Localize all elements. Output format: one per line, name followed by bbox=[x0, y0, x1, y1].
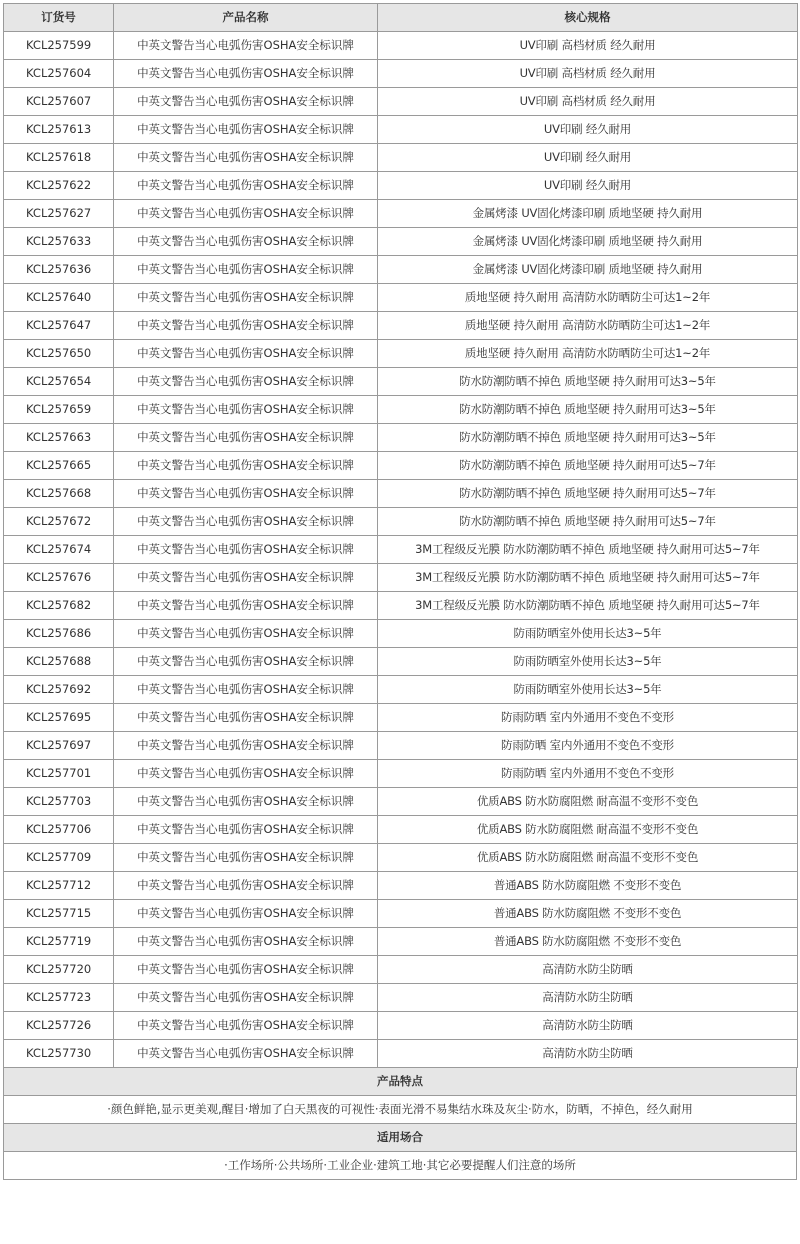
row-spec-cell: 防雨防晒 室内外通用不变色不变形 bbox=[378, 704, 798, 732]
row-name-cell: 中英文警告当心电弧伤害OSHA安全标识牌 bbox=[114, 564, 378, 592]
row-code-cell: KCL257695 bbox=[4, 704, 114, 732]
row-name-cell: 中英文警告当心电弧伤害OSHA安全标识牌 bbox=[114, 144, 378, 172]
table-row bbox=[4, 116, 798, 144]
product-spec-document bbox=[3, 3, 797, 1180]
table-row bbox=[4, 256, 798, 284]
row-code-cell: KCL257665 bbox=[4, 452, 114, 480]
row-code-cell: KCL257697 bbox=[4, 732, 114, 760]
row-spec-cell: 3M工程级反光膜 防水防潮防晒不掉色 质地坚硬 持久耐用可达5~7年 bbox=[378, 592, 798, 620]
row-code-cell: KCL257599 bbox=[4, 32, 114, 60]
row-code-cell: KCL257654 bbox=[4, 368, 114, 396]
row-name-cell: 中英文警告当心电弧伤害OSHA安全标识牌 bbox=[114, 816, 378, 844]
row-code-cell: KCL257607 bbox=[4, 88, 114, 116]
table-row bbox=[4, 844, 798, 872]
table-body bbox=[4, 32, 798, 1068]
row-spec-cell: UV印刷 经久耐用 bbox=[378, 144, 798, 172]
row-spec-cell: 优质ABS 防水防腐阻燃 耐高温不变形不变色 bbox=[378, 816, 798, 844]
row-code-cell: KCL257701 bbox=[4, 760, 114, 788]
row-spec-cell: UV印刷 高档材质 经久耐用 bbox=[378, 60, 798, 88]
row-name-cell: 中英文警告当心电弧伤害OSHA安全标识牌 bbox=[114, 88, 378, 116]
features-title: 产品特点 bbox=[3, 1068, 797, 1096]
row-name-cell: 中英文警告当心电弧伤害OSHA安全标识牌 bbox=[114, 1012, 378, 1040]
row-name-cell: 中英文警告当心电弧伤害OSHA安全标识牌 bbox=[114, 312, 378, 340]
row-spec-cell: 金属烤漆 UV固化烤漆印刷 质地坚硬 持久耐用 bbox=[378, 256, 798, 284]
row-code-cell: KCL257709 bbox=[4, 844, 114, 872]
row-name-cell: 中英文警告当心电弧伤害OSHA安全标识牌 bbox=[114, 676, 378, 704]
header-spec: 核心规格 bbox=[378, 4, 798, 32]
usage-title: 适用场合 bbox=[3, 1124, 797, 1152]
row-name-cell: 中英文警告当心电弧伤害OSHA安全标识牌 bbox=[114, 984, 378, 1012]
row-code-cell: KCL257719 bbox=[4, 928, 114, 956]
table-row bbox=[4, 452, 798, 480]
row-spec-cell: 普通ABS 防水防腐阻燃 不变形不变色 bbox=[378, 872, 798, 900]
row-code-cell: KCL257636 bbox=[4, 256, 114, 284]
row-spec-cell: 普通ABS 防水防腐阻燃 不变形不变色 bbox=[378, 928, 798, 956]
row-spec-cell: 优质ABS 防水防腐阻燃 耐高温不变形不变色 bbox=[378, 844, 798, 872]
row-spec-cell: 高清防水防尘防晒 bbox=[378, 1040, 798, 1068]
table-row bbox=[4, 704, 798, 732]
header-code: 订货号 bbox=[4, 4, 114, 32]
row-spec-cell: 防雨防晒 室内外通用不变色不变形 bbox=[378, 732, 798, 760]
table-header-row bbox=[4, 4, 798, 32]
table-row bbox=[4, 508, 798, 536]
row-name-cell: 中英文警告当心电弧伤害OSHA安全标识牌 bbox=[114, 956, 378, 984]
row-spec-cell: 质地坚硬 持久耐用 高清防水防晒防尘可达1~2年 bbox=[378, 312, 798, 340]
row-code-cell: KCL257647 bbox=[4, 312, 114, 340]
table-row bbox=[4, 32, 798, 60]
table-row bbox=[4, 788, 798, 816]
row-code-cell: KCL257633 bbox=[4, 228, 114, 256]
row-code-cell: KCL257674 bbox=[4, 536, 114, 564]
table-row bbox=[4, 816, 798, 844]
table-row bbox=[4, 592, 798, 620]
row-code-cell: KCL257712 bbox=[4, 872, 114, 900]
row-spec-cell: 普通ABS 防水防腐阻燃 不变形不变色 bbox=[378, 900, 798, 928]
table-row bbox=[4, 956, 798, 984]
row-spec-cell: 高清防水防尘防晒 bbox=[378, 956, 798, 984]
row-name-cell: 中英文警告当心电弧伤害OSHA安全标识牌 bbox=[114, 60, 378, 88]
row-spec-cell: UV印刷 经久耐用 bbox=[378, 172, 798, 200]
row-code-cell: KCL257706 bbox=[4, 816, 114, 844]
table-row bbox=[4, 340, 798, 368]
row-code-cell: KCL257668 bbox=[4, 480, 114, 508]
row-name-cell: 中英文警告当心电弧伤害OSHA安全标识牌 bbox=[114, 760, 378, 788]
table-row bbox=[4, 368, 798, 396]
table-row bbox=[4, 984, 798, 1012]
table-row bbox=[4, 480, 798, 508]
row-spec-cell: 防雨防晒室外使用长达3~5年 bbox=[378, 620, 798, 648]
row-code-cell: KCL257686 bbox=[4, 620, 114, 648]
table-row bbox=[4, 144, 798, 172]
row-name-cell: 中英文警告当心电弧伤害OSHA安全标识牌 bbox=[114, 732, 378, 760]
row-spec-cell: UV印刷 经久耐用 bbox=[378, 116, 798, 144]
row-name-cell: 中英文警告当心电弧伤害OSHA安全标识牌 bbox=[114, 480, 378, 508]
table-row bbox=[4, 760, 798, 788]
row-name-cell: 中英文警告当心电弧伤害OSHA安全标识牌 bbox=[114, 368, 378, 396]
row-code-cell: KCL257622 bbox=[4, 172, 114, 200]
table-row bbox=[4, 312, 798, 340]
header-name: 产品名称 bbox=[114, 4, 378, 32]
row-code-cell: KCL257663 bbox=[4, 424, 114, 452]
row-code-cell: KCL257659 bbox=[4, 396, 114, 424]
row-name-cell: 中英文警告当心电弧伤害OSHA安全标识牌 bbox=[114, 536, 378, 564]
row-spec-cell: UV印刷 高档材质 经久耐用 bbox=[378, 32, 798, 60]
row-spec-cell: 防水防潮防晒不掉色 质地坚硬 持久耐用可达5~7年 bbox=[378, 452, 798, 480]
table-row bbox=[4, 676, 798, 704]
row-spec-cell: 3M工程级反光膜 防水防潮防晒不掉色 质地坚硬 持久耐用可达5~7年 bbox=[378, 536, 798, 564]
row-name-cell: 中英文警告当心电弧伤害OSHA安全标识牌 bbox=[114, 648, 378, 676]
row-code-cell: KCL257604 bbox=[4, 60, 114, 88]
row-code-cell: KCL257730 bbox=[4, 1040, 114, 1068]
row-code-cell: KCL257650 bbox=[4, 340, 114, 368]
row-code-cell: KCL257672 bbox=[4, 508, 114, 536]
row-name-cell: 中英文警告当心电弧伤害OSHA安全标识牌 bbox=[114, 1040, 378, 1068]
row-code-cell: KCL257703 bbox=[4, 788, 114, 816]
table-row bbox=[4, 88, 798, 116]
row-spec-cell: 优质ABS 防水防腐阻燃 耐高温不变形不变色 bbox=[378, 788, 798, 816]
table-row bbox=[4, 1040, 798, 1068]
row-spec-cell: 防水防潮防晒不掉色 质地坚硬 持久耐用可达5~7年 bbox=[378, 480, 798, 508]
row-spec-cell: UV印刷 高档材质 经久耐用 bbox=[378, 88, 798, 116]
row-name-cell: 中英文警告当心电弧伤害OSHA安全标识牌 bbox=[114, 256, 378, 284]
row-name-cell: 中英文警告当心电弧伤害OSHA安全标识牌 bbox=[114, 620, 378, 648]
row-code-cell: KCL257676 bbox=[4, 564, 114, 592]
row-name-cell: 中英文警告当心电弧伤害OSHA安全标识牌 bbox=[114, 424, 378, 452]
row-name-cell: 中英文警告当心电弧伤害OSHA安全标识牌 bbox=[114, 592, 378, 620]
table-row bbox=[4, 60, 798, 88]
row-name-cell: 中英文警告当心电弧伤害OSHA安全标识牌 bbox=[114, 452, 378, 480]
table-row bbox=[4, 536, 798, 564]
row-code-cell: KCL257726 bbox=[4, 1012, 114, 1040]
row-name-cell: 中英文警告当心电弧伤害OSHA安全标识牌 bbox=[114, 508, 378, 536]
row-name-cell: 中英文警告当心电弧伤害OSHA安全标识牌 bbox=[114, 340, 378, 368]
row-name-cell: 中英文警告当心电弧伤害OSHA安全标识牌 bbox=[114, 172, 378, 200]
row-code-cell: KCL257688 bbox=[4, 648, 114, 676]
row-spec-cell: 防雨防晒 室内外通用不变色不变形 bbox=[378, 760, 798, 788]
usage-text: ·工作场所·公共场所·工业企业·建筑工地·其它必要提醒人们注意的场所 bbox=[3, 1152, 797, 1180]
spec-table bbox=[3, 3, 798, 1068]
row-code-cell: KCL257723 bbox=[4, 984, 114, 1012]
row-spec-cell: 防雨防晒室外使用长达3~5年 bbox=[378, 648, 798, 676]
table-row bbox=[4, 928, 798, 956]
table-row bbox=[4, 732, 798, 760]
row-spec-cell: 金属烤漆 UV固化烤漆印刷 质地坚硬 持久耐用 bbox=[378, 200, 798, 228]
row-code-cell: KCL257715 bbox=[4, 900, 114, 928]
row-name-cell: 中英文警告当心电弧伤害OSHA安全标识牌 bbox=[114, 928, 378, 956]
row-name-cell: 中英文警告当心电弧伤害OSHA安全标识牌 bbox=[114, 396, 378, 424]
row-spec-cell: 防水防潮防晒不掉色 质地坚硬 持久耐用可达3~5年 bbox=[378, 424, 798, 452]
row-name-cell: 中英文警告当心电弧伤害OSHA安全标识牌 bbox=[114, 32, 378, 60]
table-row bbox=[4, 1012, 798, 1040]
row-spec-cell: 质地坚硬 持久耐用 高清防水防晒防尘可达1~2年 bbox=[378, 284, 798, 312]
table-row bbox=[4, 424, 798, 452]
table-row bbox=[4, 200, 798, 228]
row-name-cell: 中英文警告当心电弧伤害OSHA安全标识牌 bbox=[114, 844, 378, 872]
row-spec-cell: 防雨防晒室外使用长达3~5年 bbox=[378, 676, 798, 704]
row-spec-cell: 质地坚硬 持久耐用 高清防水防晒防尘可达1~2年 bbox=[378, 340, 798, 368]
row-spec-cell: 金属烤漆 UV固化烤漆印刷 质地坚硬 持久耐用 bbox=[378, 228, 798, 256]
row-spec-cell: 防水防潮防晒不掉色 质地坚硬 持久耐用可达3~5年 bbox=[378, 368, 798, 396]
row-name-cell: 中英文警告当心电弧伤害OSHA安全标识牌 bbox=[114, 116, 378, 144]
row-code-cell: KCL257627 bbox=[4, 200, 114, 228]
row-name-cell: 中英文警告当心电弧伤害OSHA安全标识牌 bbox=[114, 200, 378, 228]
row-code-cell: KCL257692 bbox=[4, 676, 114, 704]
row-spec-cell: 高清防水防尘防晒 bbox=[378, 1012, 798, 1040]
table-row bbox=[4, 564, 798, 592]
row-name-cell: 中英文警告当心电弧伤害OSHA安全标识牌 bbox=[114, 900, 378, 928]
row-code-cell: KCL257613 bbox=[4, 116, 114, 144]
row-name-cell: 中英文警告当心电弧伤害OSHA安全标识牌 bbox=[114, 228, 378, 256]
table-row bbox=[4, 900, 798, 928]
row-code-cell: KCL257682 bbox=[4, 592, 114, 620]
row-code-cell: KCL257720 bbox=[4, 956, 114, 984]
table-row bbox=[4, 620, 798, 648]
row-spec-cell: 3M工程级反光膜 防水防潮防晒不掉色 质地坚硬 持久耐用可达5~7年 bbox=[378, 564, 798, 592]
table-row bbox=[4, 872, 798, 900]
features-text: ·颜色鲜艳,显示更美观,醒目·增加了白天黑夜的可视性·表面光滑不易集结水珠及灰尘·防水，防晒，不掉色，经久耐用 bbox=[3, 1096, 797, 1124]
row-spec-cell: 防水防潮防晒不掉色 质地坚硬 持久耐用可达5~7年 bbox=[378, 508, 798, 536]
row-spec-cell: 高清防水防尘防晒 bbox=[378, 984, 798, 1012]
row-code-cell: KCL257640 bbox=[4, 284, 114, 312]
row-name-cell: 中英文警告当心电弧伤害OSHA安全标识牌 bbox=[114, 872, 378, 900]
row-name-cell: 中英文警告当心电弧伤害OSHA安全标识牌 bbox=[114, 284, 378, 312]
row-name-cell: 中英文警告当心电弧伤害OSHA安全标识牌 bbox=[114, 788, 378, 816]
table-row bbox=[4, 648, 798, 676]
table-row bbox=[4, 172, 798, 200]
table-row bbox=[4, 284, 798, 312]
table-row bbox=[4, 228, 798, 256]
row-code-cell: KCL257618 bbox=[4, 144, 114, 172]
row-name-cell: 中英文警告当心电弧伤害OSHA安全标识牌 bbox=[114, 704, 378, 732]
row-spec-cell: 防水防潮防晒不掉色 质地坚硬 持久耐用可达3~5年 bbox=[378, 396, 798, 424]
table-row bbox=[4, 396, 798, 424]
